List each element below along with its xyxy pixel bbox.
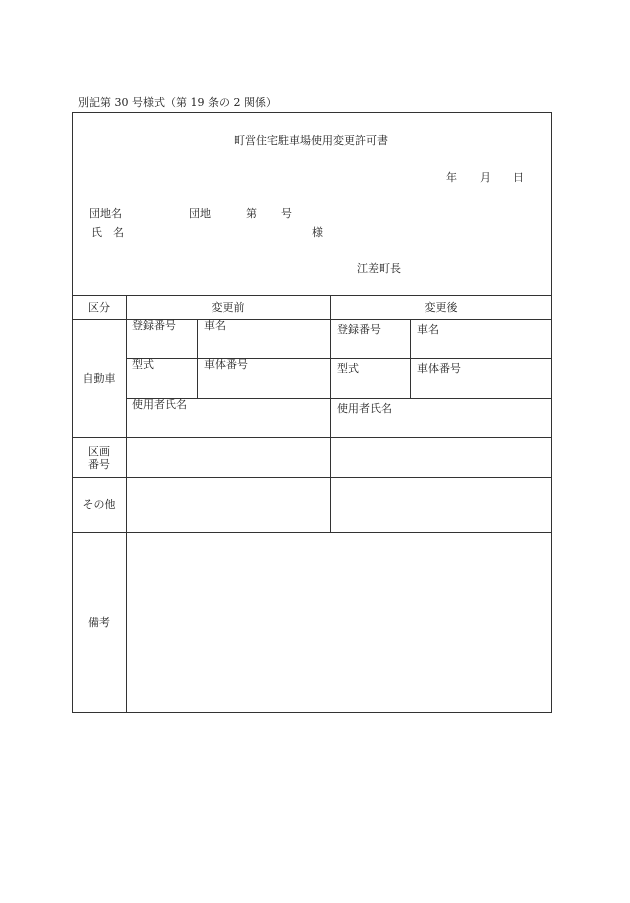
header-after: 変更後 bbox=[424, 301, 458, 314]
danchi-suffix: 団地 bbox=[189, 207, 211, 220]
after-body-no-label: 車体番号 bbox=[417, 362, 461, 375]
after-car-name-label: 車名 bbox=[417, 323, 439, 336]
dai-label: 第 bbox=[246, 207, 257, 220]
before-user-name-label: 使用者氏名 bbox=[132, 398, 187, 411]
name-label: 氏 名 bbox=[91, 226, 124, 239]
car-row1-rule-right bbox=[330, 358, 552, 359]
header-before: 変更前 bbox=[211, 301, 245, 314]
after-user-name-label: 使用者氏名 bbox=[337, 402, 392, 415]
row-label-lot-line2: 番号 bbox=[88, 458, 110, 471]
before-model-label: 型式 bbox=[132, 358, 154, 371]
car-bottom-rule bbox=[72, 437, 552, 438]
date-year-label: 年 bbox=[446, 171, 457, 184]
row-label-lot-line1: 区画 bbox=[88, 445, 110, 458]
after-model-label: 型式 bbox=[337, 362, 359, 375]
header-kubun: 区分 bbox=[88, 301, 110, 314]
after-reg-no-label: 登録番号 bbox=[337, 323, 381, 336]
form-frame bbox=[72, 112, 552, 713]
before-after-rule bbox=[330, 295, 331, 532]
after-inner-rule bbox=[410, 319, 411, 398]
date-month-label: 月 bbox=[480, 171, 491, 184]
label-column-rule bbox=[126, 295, 127, 713]
lot-bottom-rule bbox=[72, 477, 552, 478]
issuer-label: 江差町長 bbox=[357, 262, 401, 275]
other-bottom-rule bbox=[72, 532, 552, 533]
row-label-other: その他 bbox=[82, 498, 116, 511]
before-car-name-label: 車名 bbox=[204, 319, 226, 332]
table-top-rule bbox=[72, 295, 552, 296]
document-title: 町営住宅駐車場使用変更許可書 bbox=[234, 134, 388, 147]
before-inner-rule bbox=[197, 319, 198, 398]
row-label-car: 自動車 bbox=[82, 372, 116, 385]
before-body-no-label: 車体番号 bbox=[204, 358, 248, 371]
form-reference: 別記第 30 号様式（第 19 条の 2 関係） bbox=[78, 96, 277, 109]
danchi-name-label: 団地名 bbox=[89, 207, 122, 220]
car-row2-rule bbox=[126, 398, 552, 399]
sama-label: 様 bbox=[312, 226, 323, 239]
before-reg-no-label: 登録番号 bbox=[132, 319, 176, 332]
date-day-label: 日 bbox=[513, 171, 524, 184]
go-label: 号 bbox=[281, 207, 292, 220]
row-label-remarks: 備考 bbox=[88, 616, 110, 629]
